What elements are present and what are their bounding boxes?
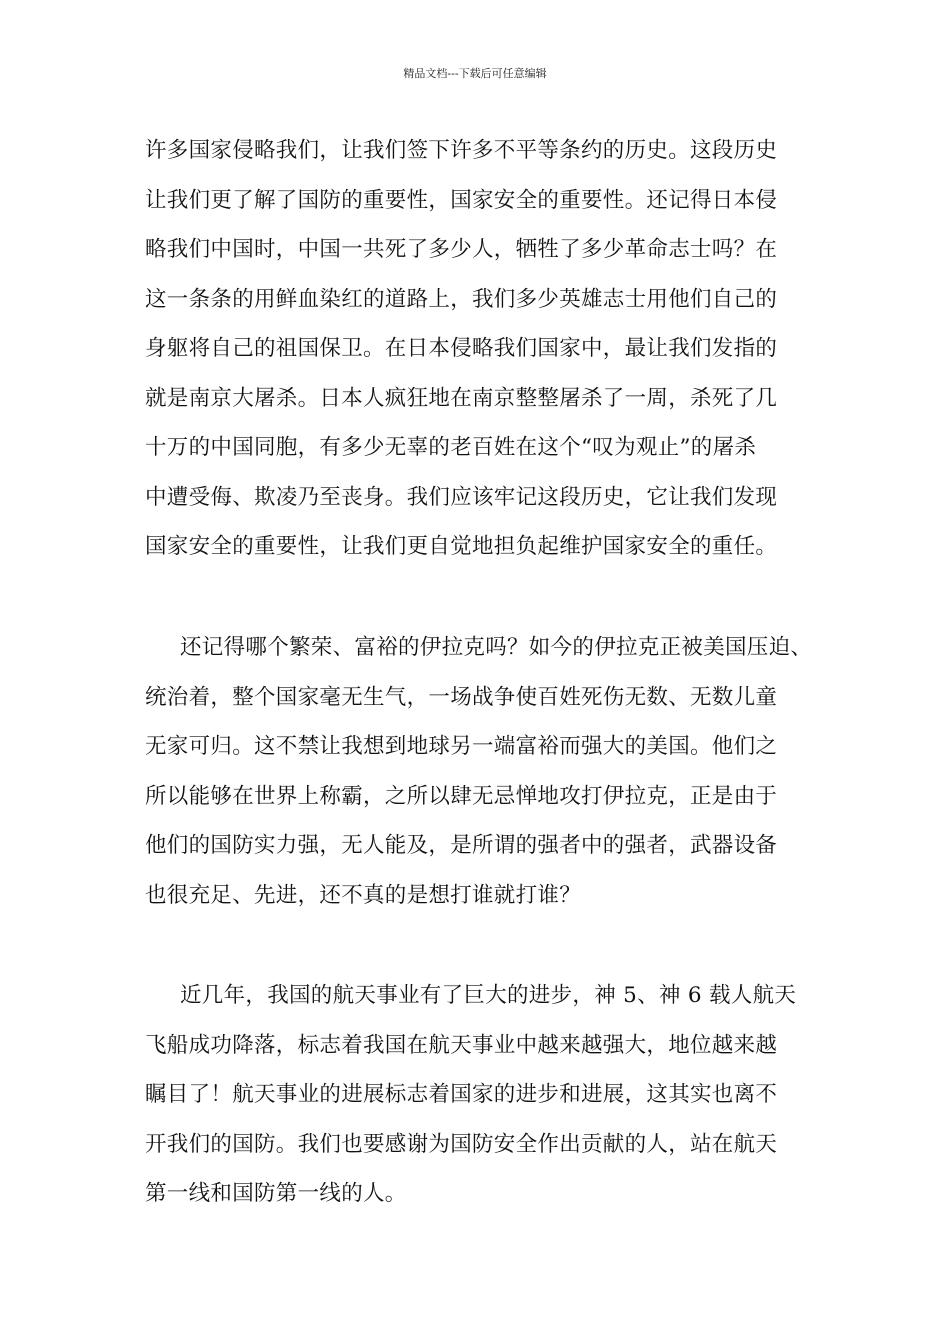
text-line: 许多国家侵略我们，让我们签下许多不平等条约的历史。这段历史 <box>145 138 778 163</box>
text-line: 瞩目了！航天事业的进展标志着国家的进步和进展，这其实也离不 <box>145 1082 778 1107</box>
text-line: 统治着，整个国家毫无生气，一场战争使百姓死伤无数、无数儿童 <box>145 684 778 710</box>
page-header: 精品文档---下载后可任意编辑 <box>403 67 547 80</box>
text-line: 略我们中国时，中国一共死了多少人，牺牲了多少革命志士吗？在 <box>145 237 778 262</box>
text-line: 还记得哪个繁荣、富裕的伊拉克吗？如今的伊拉克正被美国压迫、 <box>180 635 813 660</box>
text-line: 第一线和国防第一线的人。 <box>145 1181 407 1206</box>
text-line: 开我们的国防。我们也要感谢为国防安全作出贡献的人，站在航天 <box>145 1131 778 1157</box>
text-line: 让我们更了解了国防的重要性，国家安全的重要性。还记得日本侵 <box>145 187 778 213</box>
text-line: 飞船成功降落，标志着我国在航天事业中越来越强大，地位越来越 <box>145 1032 778 1058</box>
text-line: 中遭受侮、欺凌乃至丧身。我们应该牢记这段历史，它让我们发现 <box>145 484 778 510</box>
text-line: 他们的国防实力强，无人能及，是所谓的强者中的强者，武器设备 <box>145 833 778 858</box>
text-line: 身躯将自己的祖国保卫。在日本侵略我们国家中，最让我们发指的 <box>145 336 778 361</box>
text-line: 也很充足、先进，还不真的是想打谁就打谁？ <box>145 882 582 908</box>
text-line: 这一条条的用鲜血染红的道路上，我们多少英雄志士用他们自己的 <box>145 286 778 312</box>
text-line: 国家安全的重要性，让我们更自觉地担负起维护国家安全的重任。 <box>145 534 778 559</box>
paragraph-3 <box>145 971 815 1219</box>
text-line: 十万的中国同胞，有多少无辜的老百姓在这个“叹为观止”的屠杀 <box>145 435 757 460</box>
text-line: 所以能够在世界上称霸，之所以肆无忌惮地攻打伊拉克，正是由于 <box>145 783 778 809</box>
paragraph-2 <box>145 623 815 920</box>
text-line: 就是南京大屠杀。日本人疯狂地在南京整整屠杀了一周，杀死了几 <box>145 385 778 411</box>
text-line: 近几年，我国的航天事业有了巨大的进步，神 5、神 6 载人航天 <box>180 983 797 1008</box>
paragraph-1 <box>145 126 815 572</box>
text-line: 无家可归。这不禁让我想到地球另一端富裕而强大的美国。他们之 <box>145 734 778 759</box>
